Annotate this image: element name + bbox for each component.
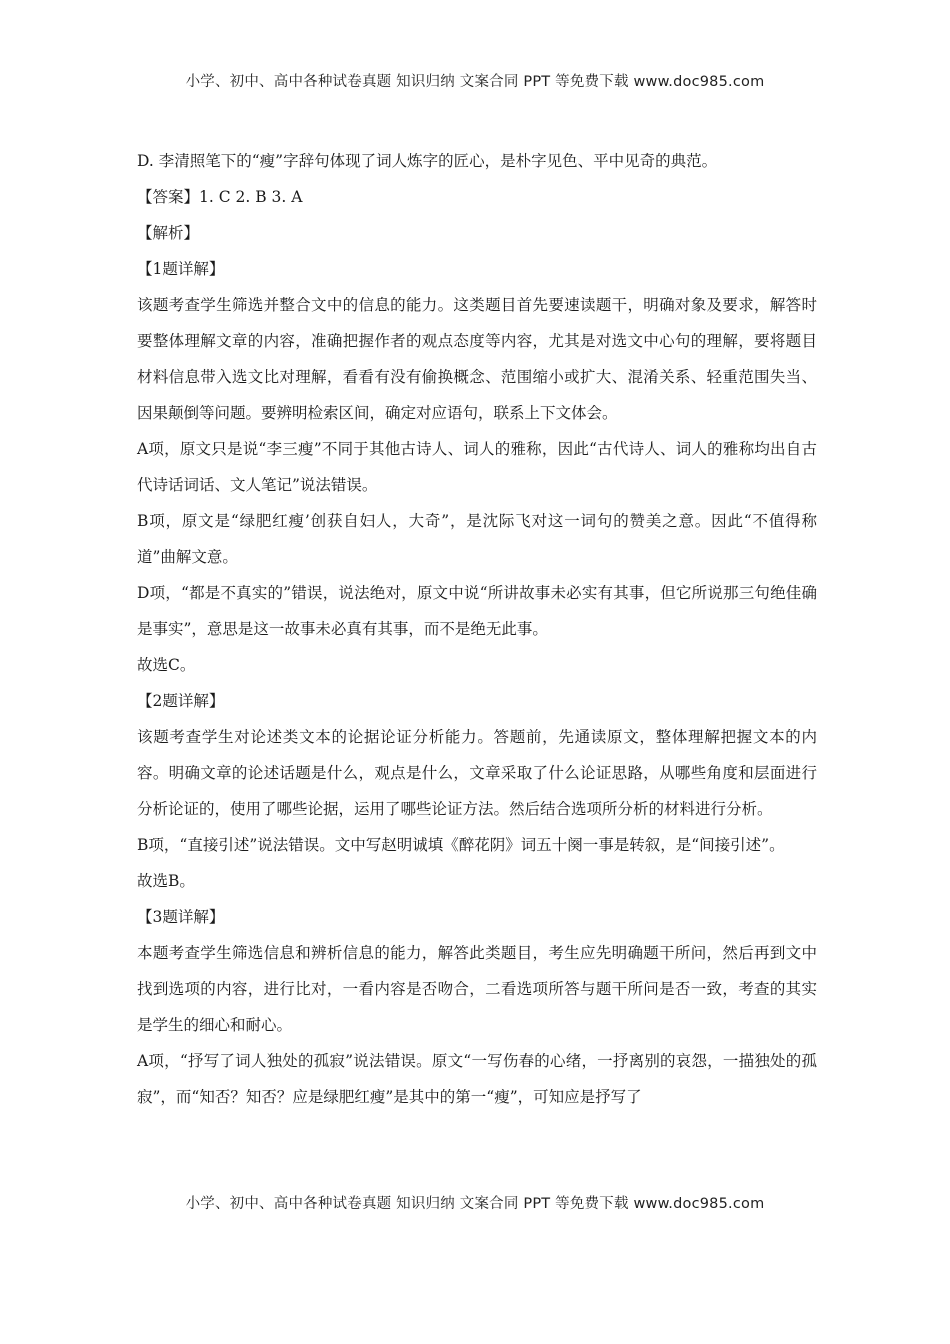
page-header: 小学、初中、高中各种试卷真题 知识归纳 文案合同 PPT 等免费下载 www.doc985.com [185,74,765,90]
q3-intro-paragraph: 本题考查学生筛选信息和辨析信息的能力，解答此类题目，考生应先明确题干所问，然后再到文中找到选项的内容，进行比对，一看内容是否吻合，二看选项所答与题干所问是否一致，考查的其实是学生的细心和耐心。 [137,944,817,1034]
q3-option-a-paragraph: A项，“抒写了词人独处的孤寂”说法错误。原文“一写伤春的心绪，一抒离别的哀怨，一描独处的孤寂”，而“知否？知否？应是绿肥红瘦”是其中的第一“瘦”，可知应是抒写了 [137,1052,817,1106]
q2-heading: 【2题详解】 [137,692,225,710]
document-body [137,143,817,1115]
q1-option-b-paragraph: B项，原文是“绿肥红瘦’创获自妇人，大奇”，是沈际飞对这一词句的赞美之意。因此“不值得称道”曲解文意。 [137,512,817,566]
q2-option-b-paragraph: B项，“直接引述”说法错误。文中写赵明诚填《醉花阴》词五十阕一事是转叙，是“间接引述”。 [137,836,785,854]
q3-heading: 【3题详解】 [137,908,225,926]
q1-intro-paragraph: 该题考查学生筛选并整合文中的信息的能力。这类题目首先要速读题干，明确对象及要求，解答时要整体理解文章的内容，准确把握作者的观点态度等内容，尤其是对选文中心句的理解，要将题目材料信息带入选文比对理解，看看有没有偷换概念、范围缩小或扩大、混淆关系、轻重范围失当、因果颠倒等问题。要辨明检索区间，确定对应语句，联系上下文体会。 [137,296,817,422]
q1-conclusion: 故选C。 [137,656,196,674]
option-d-line: D. 李清照笔下的“瘦”字辞句体现了词人炼字的匠心，是朴字见色、平中见奇的典范。 [137,152,718,170]
analysis-heading: 【解析】 [137,224,200,242]
q2-conclusion: 故选B。 [137,872,195,890]
q1-option-d-paragraph: D项，“都是不真实的”错误，说法绝对，原文中说“所讲故事未必实有其事，但它所说那三句绝佳确是事实”，意思是这一故事未必真有其事，而不是绝无此事。 [137,584,817,638]
q1-option-a-paragraph: A项，原文只是说“李三瘦”不同于其他古诗人、词人的雅称，因此“古代诗人、词人的雅称均出自古代诗话词话、文人笔记”说法错误。 [137,440,817,494]
answer-line: 【答案】1. C 2. B 3. A [137,188,303,206]
page-footer: 小学、初中、高中各种试卷真题 知识归纳 文案合同 PPT 等免费下载 www.doc985.com [185,1196,765,1212]
q1-heading: 【1题详解】 [137,260,225,278]
q2-intro-paragraph: 该题考查学生对论述类文本的论据论证分析能力。答题前，先通读原文，整体理解把握文本的内容。明确文章的论述话题是什么，观点是什么，文章采取了什么论证思路，从哪些角度和层面进行分析论证的，使用了哪些论据，运用了哪些论证方法。然后结合选项所分析的材料进行分析。 [137,728,817,818]
